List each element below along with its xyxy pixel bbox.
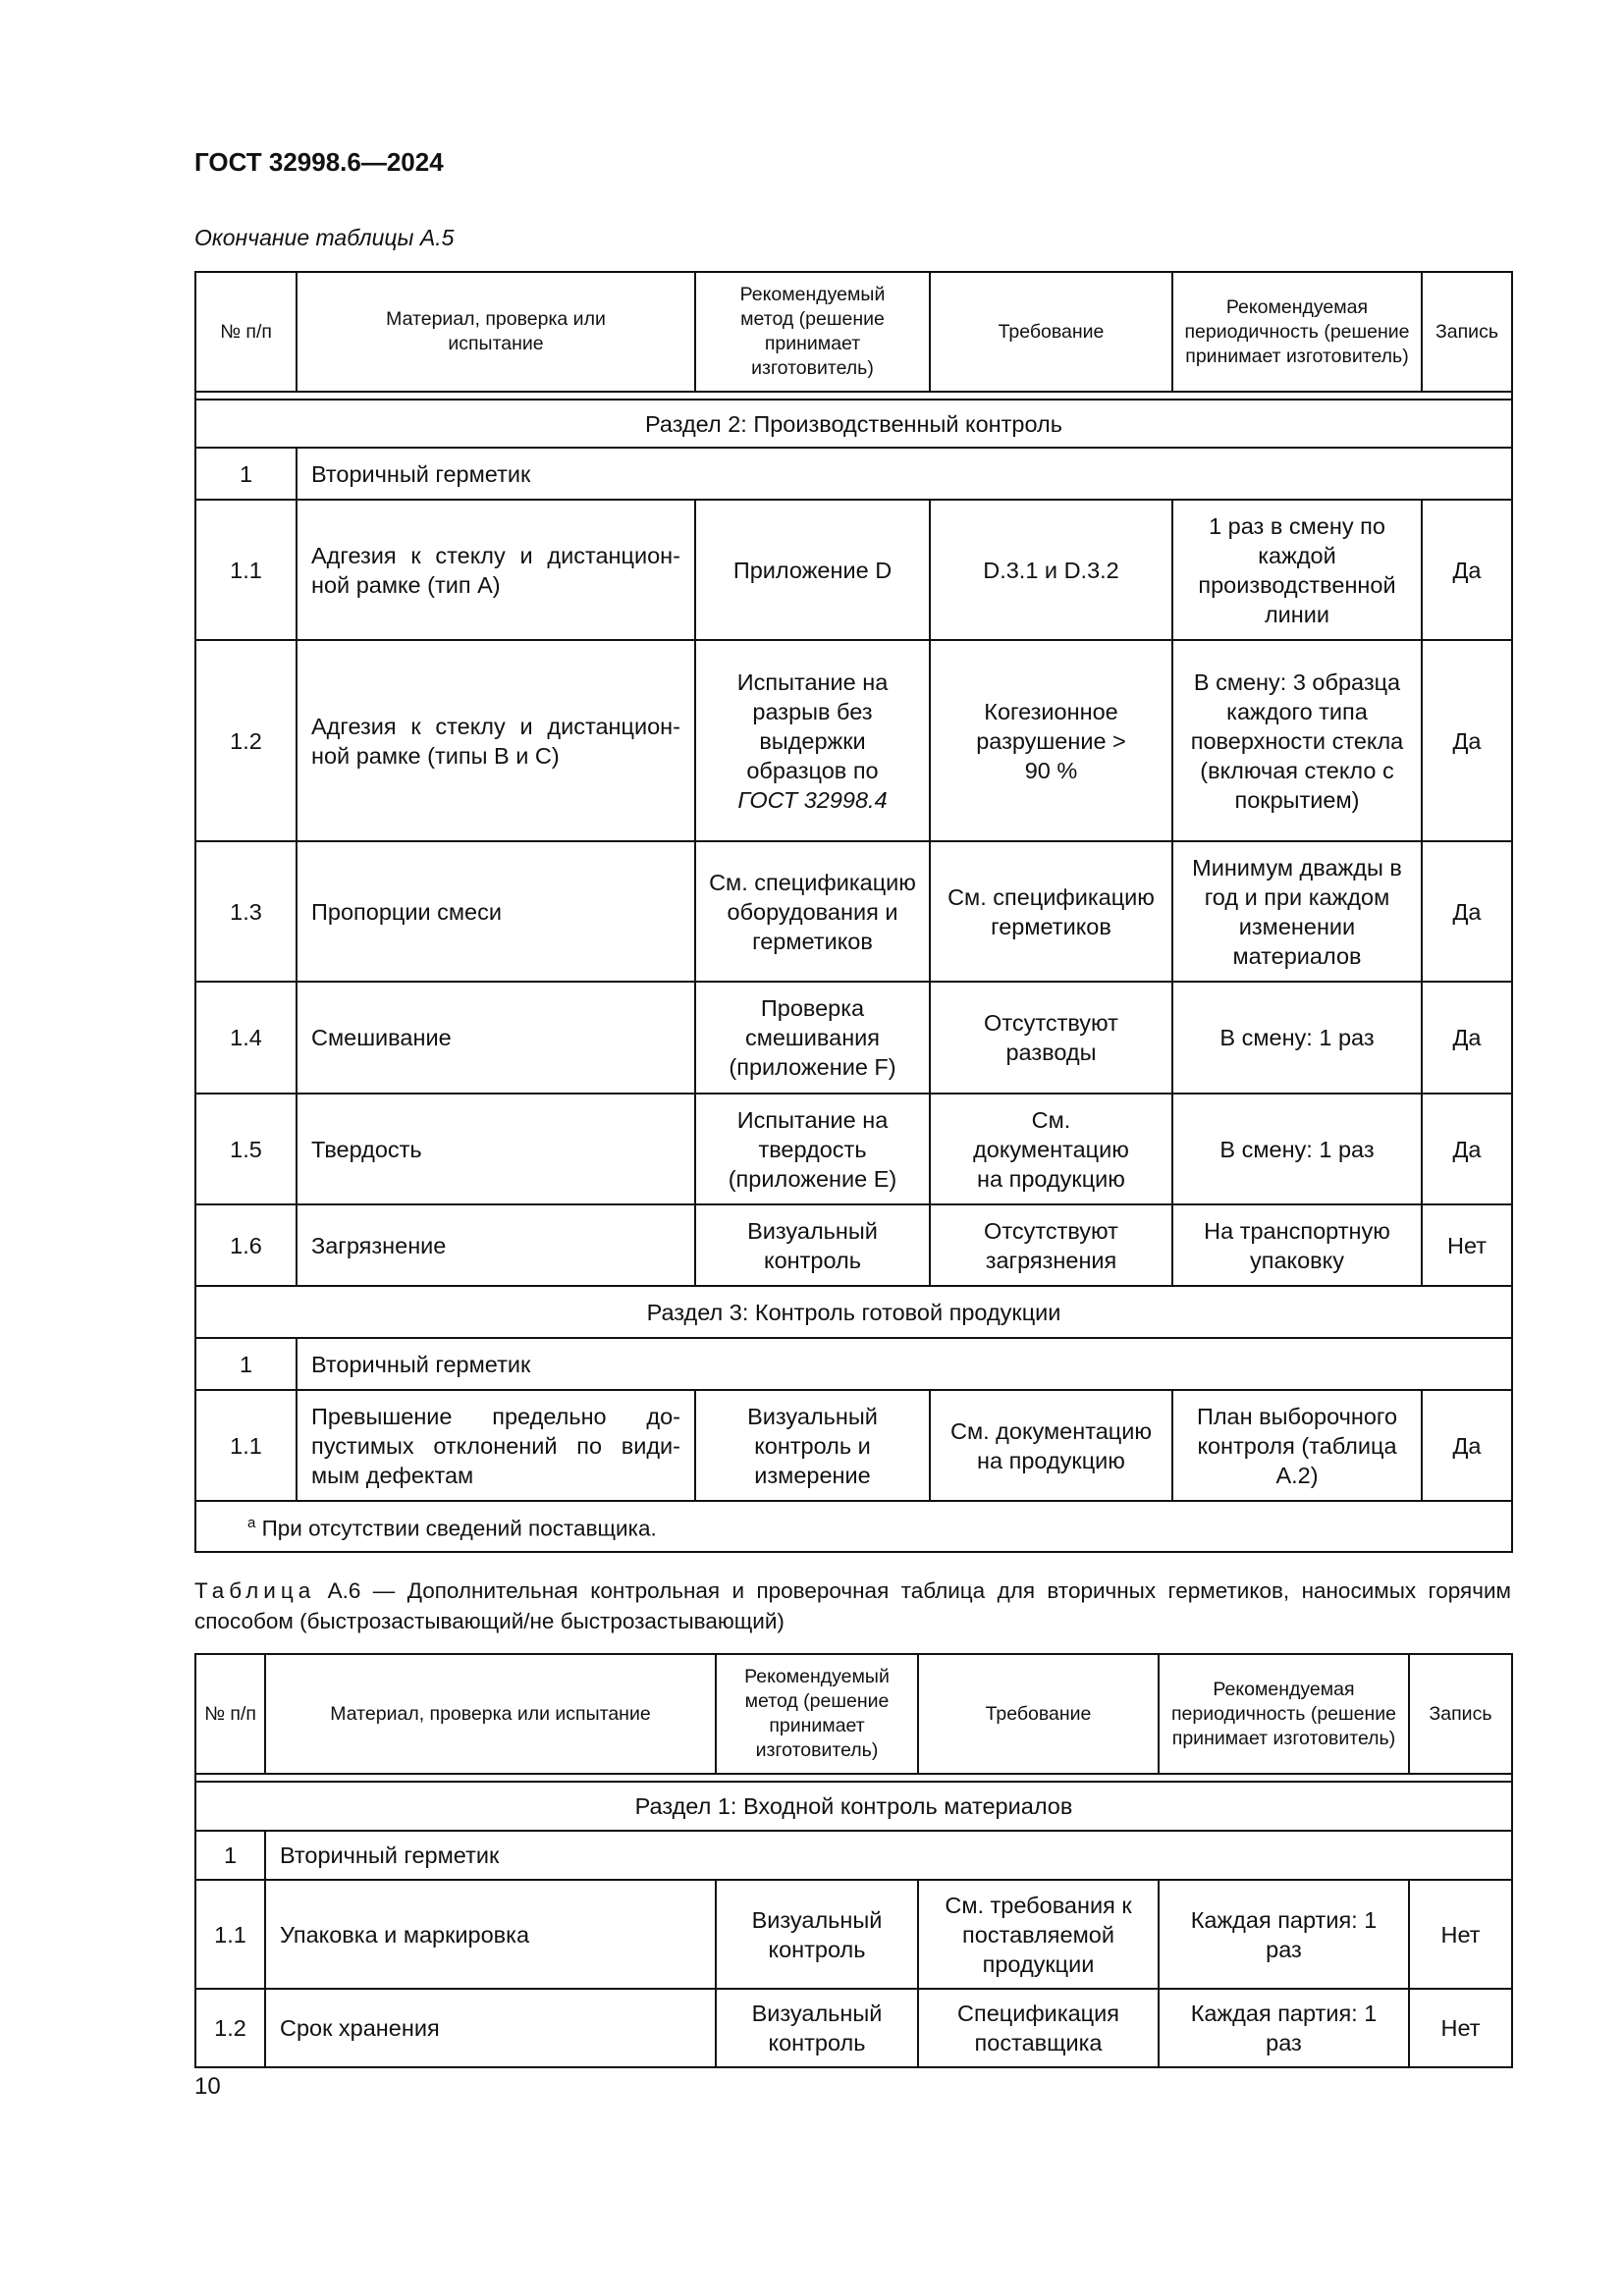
cell-num: 1.3 xyxy=(195,841,297,982)
table-a6-caption-text: А.6 — Дополнительная контрольная и проверочная таблица для вторичных герметиков, наносимых горячим способом (быстрозастывающий/не быстрозастывающий) xyxy=(194,1578,1511,1633)
cell-material: Твердость xyxy=(297,1094,695,1204)
header-material: Материал, проверка или испытание xyxy=(297,272,695,392)
cell-num: 1 xyxy=(195,1338,297,1390)
cell-method: Испытание на твердость (приложение Е) xyxy=(695,1094,930,1204)
cell-method: Визуальный контроль xyxy=(716,1989,918,2067)
table-header-row xyxy=(195,1654,1512,1774)
cell-requirement: Когезионное разрушение > 90 % xyxy=(930,640,1172,841)
cell-num: 1.2 xyxy=(195,1989,265,2067)
group-row xyxy=(195,448,1512,500)
cell-method: Приложение D xyxy=(695,500,930,640)
cell-record: Да xyxy=(1422,982,1512,1094)
header-method: Рекомендуемый метод (решение принимает изготовитель) xyxy=(695,272,930,392)
cell-record: Нет xyxy=(1409,1880,1512,1989)
cell-material: Срок хранения xyxy=(265,1989,716,2067)
table-row xyxy=(195,500,1512,640)
cell-group-name: Вторичный герметик xyxy=(297,1338,1512,1390)
cell-requirement: См. документацию на продукцию xyxy=(930,1094,1172,1204)
header-record: Запись xyxy=(1409,1654,1512,1774)
table-row xyxy=(195,1880,1512,1989)
cell-record: Да xyxy=(1422,1390,1512,1501)
cell-periodicity: В смену: 1 раз xyxy=(1172,1094,1422,1204)
cell-num: 1.1 xyxy=(195,1880,265,1989)
cell-material: Адгезия к стеклу и дистанцион-ной рамке (тип А) xyxy=(297,500,695,640)
group-row xyxy=(195,1831,1512,1880)
cell-material: Упаковка и маркировка xyxy=(265,1880,716,1989)
table-row xyxy=(195,982,1512,1094)
header-periodicity: Рекомендуемая периодичность (решение принимает изготовитель) xyxy=(1172,272,1422,392)
cell-num: 1.4 xyxy=(195,982,297,1094)
table-row xyxy=(195,1204,1512,1286)
header-num: № п/п xyxy=(195,272,297,392)
cell-requirement: Отсутствуют разводы xyxy=(930,982,1172,1094)
section3-title: Раздел 3: Контроль готовой продукции xyxy=(195,1286,1512,1338)
header-material: Материал, проверка или испытание xyxy=(265,1654,716,1774)
page-number: 10 xyxy=(194,2073,221,2100)
cell-num: 1 xyxy=(195,448,297,500)
section-row xyxy=(195,1286,1512,1338)
header-separator xyxy=(195,392,1512,400)
table-row xyxy=(195,841,1512,982)
cell-requirement: Спецификация поставщика xyxy=(918,1989,1159,2067)
cell-record: Да xyxy=(1422,841,1512,982)
section-row xyxy=(195,1782,1512,1831)
cell-periodicity: План выборочного контроля (таблица А.2) xyxy=(1172,1390,1422,1501)
table-a6 xyxy=(194,1653,1513,2068)
cell-requirement: См. спецификацию герметиков xyxy=(930,841,1172,982)
cell-record: Нет xyxy=(1409,1989,1512,2067)
cell-group-name: Вторичный герметик xyxy=(297,448,1512,500)
footnote-text: При отсутствии сведений поставщика. xyxy=(261,1516,657,1541)
header-num: № п/п xyxy=(195,1654,265,1774)
header-record: Запись xyxy=(1422,272,1512,392)
cell-requirement: См. требования к поставляемой продукции xyxy=(918,1880,1159,1989)
cell-periodicity: На транспортную упаковку xyxy=(1172,1204,1422,1286)
cell-material: Превышение предельно до-пустимых отклонений по види-мым дефектам xyxy=(297,1390,695,1501)
cell-method: См. спецификацию оборудования и герметиков xyxy=(695,841,930,982)
cell-record: Да xyxy=(1422,500,1512,640)
cell-periodicity: В смену: 3 образца каждого типа поверхности стекла (включая стекло с покрытием) xyxy=(1172,640,1422,841)
table-row xyxy=(195,1390,1512,1501)
table-row xyxy=(195,1094,1512,1204)
method-text: Испытание на разрыв без выдержки образцов по xyxy=(736,668,889,783)
table-row xyxy=(195,1989,1512,2067)
standard-header: ГОСТ 32998.6—2024 xyxy=(194,147,444,177)
cell-requirement: См. документацию на продукцию xyxy=(930,1390,1172,1501)
cell-num: 1 xyxy=(195,1831,265,1880)
cell-periodicity: 1 раз в смену по каждой производственной линии xyxy=(1172,500,1422,640)
cell-num: 1.6 xyxy=(195,1204,297,1286)
cell-method xyxy=(695,640,930,841)
table-a6-caption xyxy=(194,1575,1511,1636)
cell-method: Визуальный контроль xyxy=(716,1880,918,1989)
section2-title: Раздел 2: Производственный контроль xyxy=(195,400,1512,448)
section-row xyxy=(195,400,1512,448)
cell-periodicity: Каждая партия: 1 раз xyxy=(1159,1880,1409,1989)
continuation-caption: Окончание таблицы А.5 xyxy=(194,225,455,250)
cell-method: Визуальный контроль xyxy=(695,1204,930,1286)
cell-material: Адгезия к стеклу и дистанцион-ной рамке (типы В и С) xyxy=(297,640,695,841)
group-row xyxy=(195,1338,1512,1390)
cell-periodicity: Минимум дважды в год и при каждом изменении материалов xyxy=(1172,841,1422,982)
cell-num: 1.1 xyxy=(195,500,297,640)
header-method: Рекомендуемый метод (решение принимает изготовитель) xyxy=(716,1654,918,1774)
header-requirement: Требование xyxy=(918,1654,1159,1774)
header-requirement: Требование xyxy=(930,272,1172,392)
section1-title: Раздел 1: Входной контроль материалов xyxy=(195,1782,1512,1831)
table-header-row xyxy=(195,272,1512,392)
method-reference: ГОСТ 32998.4 xyxy=(737,786,888,813)
cell-record: Да xyxy=(1422,1094,1512,1204)
cell-periodicity: В смену: 1 раз xyxy=(1172,982,1422,1094)
footnote-mark: а xyxy=(247,1515,256,1532)
cell-material: Пропорции смеси xyxy=(297,841,695,982)
header-periodicity: Рекомендуемая периодичность (решение принимает изготовитель) xyxy=(1159,1654,1409,1774)
cell-record: Нет xyxy=(1422,1204,1512,1286)
cell-periodicity: Каждая партия: 1 раз xyxy=(1159,1989,1409,2067)
cell-num: 1.5 xyxy=(195,1094,297,1204)
table-row xyxy=(195,640,1512,841)
footnote xyxy=(195,1501,1512,1552)
table-a6-caption-label: Таблица xyxy=(194,1578,316,1603)
cell-record: Да xyxy=(1422,640,1512,841)
cell-requirement: D.3.1 и D.3.2 xyxy=(930,500,1172,640)
footnote-row xyxy=(195,1501,1512,1552)
cell-num: 1.1 xyxy=(195,1390,297,1501)
cell-material: Загрязнение xyxy=(297,1204,695,1286)
cell-requirement: Отсутствуют загрязнения xyxy=(930,1204,1172,1286)
header-separator xyxy=(195,1774,1512,1782)
cell-material: Смешивание xyxy=(297,982,695,1094)
cell-method: Проверка смешивания (приложение F) xyxy=(695,982,930,1094)
cell-num: 1.2 xyxy=(195,640,297,841)
cell-group-name: Вторичный герметик xyxy=(265,1831,1512,1880)
table-a5 xyxy=(194,271,1513,1553)
cell-method: Визуальный контроль и измерение xyxy=(695,1390,930,1501)
